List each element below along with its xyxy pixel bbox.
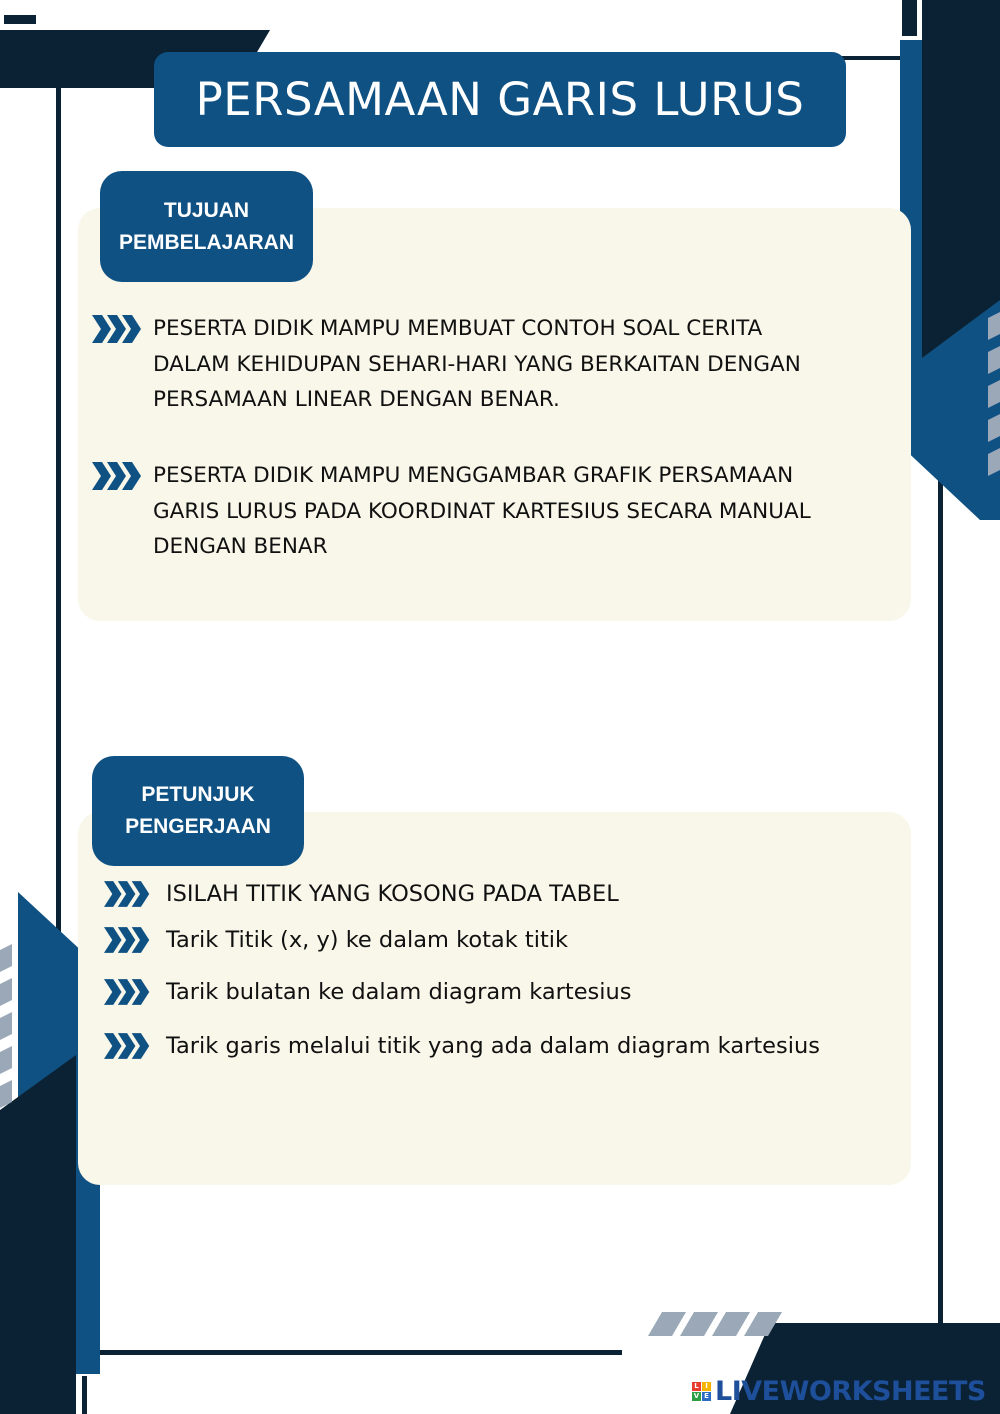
chevrons-icon	[92, 315, 144, 343]
top-right-corner	[900, 0, 1000, 520]
instruction-text: Tarik Titik (x, y) ke dalam kotak titik	[166, 927, 569, 953]
chevrons-icon	[104, 1033, 152, 1059]
chevrons-icon	[104, 927, 152, 953]
logo-mark-icon: L I V E	[692, 1382, 711, 1401]
objectives-label-line2: PEMBELAJARAN	[118, 230, 294, 254]
objective-item	[92, 311, 852, 418]
instruction-text: ISILAH TITIK YANG KOSONG PADA TABEL	[166, 881, 619, 907]
instruction-item	[104, 979, 924, 1005]
instructions-label-line1: PETUNJUK	[141, 783, 255, 806]
chevrons-icon	[104, 881, 152, 907]
instructions-label-line2: PENGERJAAN	[125, 815, 271, 838]
objective-line: PESERTA DIDIK MAMPU MENGGAMBAR GRAFIK PERSAMAAN	[153, 463, 794, 488]
objective-line: GARIS LURUS PADA KOORDINAT KARTESIUS SECARA MANUAL	[153, 498, 811, 524]
chevrons-icon	[92, 462, 144, 490]
instruction-item	[104, 927, 924, 953]
liveworksheets-logo[interactable]	[692, 1376, 986, 1406]
objective-line: DENGAN BENAR	[153, 534, 328, 559]
objective-item	[92, 458, 852, 565]
objectives-label	[100, 171, 313, 282]
objective-line: DALAM KEHIDUPAN SEHARI-HARI YANG BERKAITAN DENGAN	[153, 351, 801, 377]
instruction-item	[104, 1033, 924, 1059]
logo-text: LIVEWORKSHEETS	[715, 1375, 986, 1407]
chevrons-icon	[104, 979, 152, 1005]
instruction-text: Tarik bulatan ke dalam diagram kartesius	[166, 979, 632, 1005]
page-title: PERSAMAAN GARIS LURUS	[154, 52, 846, 147]
objective-line: PESERTA DIDIK MAMPU MEMBUAT CONTOH SOAL CERITA	[153, 316, 763, 341]
objective-line: PERSAMAAN LINEAR DENGAN BENAR.	[153, 387, 560, 412]
instruction-text: Tarik garis melalui titik yang ada dalam diagram kartesius	[166, 1033, 820, 1059]
instruction-item	[104, 881, 924, 907]
objectives-label-line1: TUJUAN	[163, 198, 250, 222]
instructions-label	[92, 756, 304, 866]
